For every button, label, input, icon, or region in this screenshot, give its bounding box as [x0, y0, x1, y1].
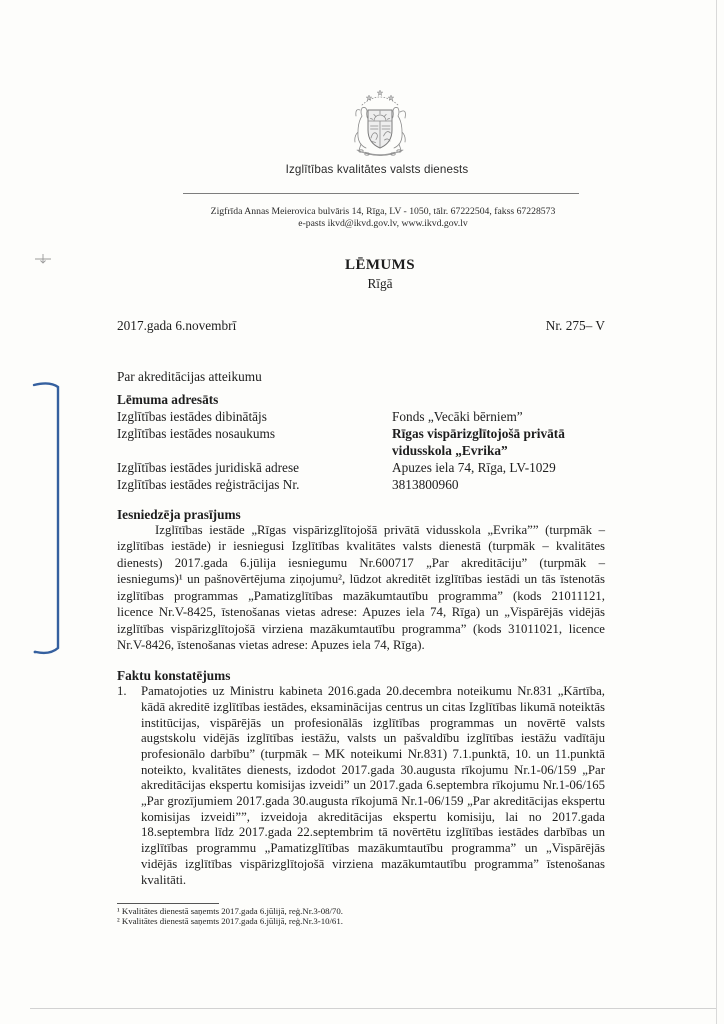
request-line: izglītības programmas „Pamatizglītības mazākumtautību programma” (kods 21011121, [117, 588, 605, 603]
request-line: Izglītības iestāde „Rīgas vispārizglītojošā privātā vidusskola „Evrika”” (turpmāk – [155, 522, 605, 537]
addressee-registration-value: 3813800960 [392, 476, 459, 492]
addressee-label-registration: Izglītības iestādes reģistrācijas Nr. [117, 476, 300, 492]
facts-item-number: 1. [117, 684, 127, 699]
document-place: Rīgā [367, 275, 393, 291]
facts-item-line: 18.septembra līdz 2017.gada 22.septembrim tā novērtētu izglītības iestādes darbības un [141, 825, 605, 840]
scan-edge-line-right [716, 0, 717, 1024]
decision-date: 2017.gada 6.novembrī [117, 317, 237, 333]
facts-item-line: izglītības programmu „Pamatizglītības mazākumtautību programma” un „Vispārējās [141, 841, 605, 856]
request-heading: Iesniedzēja prasījums [117, 506, 241, 522]
request-line: licence Nr.V-8425, īstenošanas vietas adrese: Apuzes iela 74, Rīga) un „Vispārējās vidējās [117, 605, 605, 620]
binding-bracket-mark [28, 376, 68, 661]
request-line: izglītības vispārizglītojošā virziena mazākumtautību programma” (kods 31011021, licence [117, 621, 605, 636]
facts-item-line: augstskolu vidējās izglītības iestāžu, valsts un pašvaldību izglītības iestāžu vadītāju [141, 731, 605, 746]
facts-item-line: „Par grozījumiem 2017.gada 30.augusta rīkojumā Nr.1-06/159 „Par akreditācijas ekspertu [141, 794, 605, 809]
address-line-1: Zigfrīda Annas Meierovica bulvāris 14, Rīga, LV - 1050, tālr. 67222504, fakss 67228573 [210, 206, 556, 217]
scan-edge-line-bottom [30, 1008, 716, 1009]
facts-item-line: kādā akreditē izglītības iestādes, eksaminācijas centrus un citas Izglītības likumā noteiktās [141, 699, 605, 714]
document-title: LĒMUMS [345, 257, 415, 273]
request-line: dienests) 2017.gada 6.jūlija iesniegumu Nr.600717 „Par akreditāciju” (turpmāk – [117, 555, 605, 570]
address-line-2: e-pasts ikvd@ikvd.gov.lv, www.ikvd.gov.lv [298, 218, 468, 229]
organization-name: Izglītības kvalitātes valsts dienests [285, 163, 469, 176]
footnote-2: ² Kvalitātes dienestā saņemts 2017.gada 6.jūlijā, reģ.Nr.3-10/61. [117, 916, 343, 926]
addressee-heading: Lēmuma adresāts [117, 391, 219, 407]
addressee-institution-name-line-2: vidusskola „Evrika” [392, 442, 508, 458]
facts-item-line: institūcijas, vispārējās un profesionālās izglītības programmas un novērtē valsts [141, 715, 605, 730]
addressee-label-legal-address: Izglītības iestādes juridiskā adrese [117, 459, 300, 475]
decision-number: Nr. 275– V [545, 317, 605, 333]
request-line: iesniegums)¹ un pašnovērtējuma ziņojumu², lūdzot akreditēt izglītības iestādi un tās īstenotās [117, 572, 605, 587]
facts-item-line: komisijas izveidi””, izveidoja akreditācijas ekspertu komisiju, lai no 2017.gada [141, 809, 605, 824]
request-line: Nr.V-8426, īstenošanas vietas adrese: Apuzes iela 74, Rīga). [117, 638, 425, 653]
letterhead-divider [183, 193, 579, 194]
facts-item-line: noteikto, kvalitātes dienests, izdodot 2017.gada 30.augusta rīkojumu Nr.1-06/159 „Par [141, 762, 605, 777]
addressee-label-founder: Izglītības iestādes dibinātājs [117, 408, 267, 424]
request-line: izglītības iestāde) ir iesniegusi Izglītības kvalitātes valsts dienestā (turpmāk – kvalitātes [117, 539, 605, 554]
addressee-founder-value: Fonds „Vecāki bērniem” [392, 408, 523, 424]
facts-item-line: kvalitāti. [141, 872, 187, 887]
facts-item-line: Pamatojoties uz Ministru kabineta 2016.gada 20.decembra noteikumu Nr.831 „Kārtība, [141, 684, 605, 699]
coat-of-arms-emblem [347, 86, 413, 160]
punch-mark [33, 252, 53, 266]
facts-item-line: akreditācijas ekspertu komisijas izveidi” un 2017.gada 6.septembra rīkojumu Nr.1-06/165 [141, 778, 605, 793]
facts-item-line: vidējās izglītības vispārizglītojošā virziena mazākumtautību programma” īstenošanas [141, 856, 605, 871]
facts-heading: Faktu konstatējums [117, 667, 231, 683]
addressee-label-name: Izglītības iestādes nosaukums [117, 425, 276, 441]
addressee-institution-name-line-1: Rīgas vispārizglītojošā privātā [392, 425, 565, 441]
footnote-separator [117, 903, 219, 904]
decision-subject: Par akreditācijas atteikumu [117, 368, 262, 384]
addressee-legal-address-value: Apuzes iela 74, Rīga, LV-1029 [392, 459, 556, 475]
footnote-1: ¹ Kvalitātes dienestā saņemts 2017.gada 6.jūlijā, reģ.Nr.3-08/70. [117, 906, 343, 916]
facts-item-line: profesionālo darbību” (turpmāk – MK noteikumi Nr.831) 7.1.punktā, 10. un 11.punktā [141, 746, 605, 761]
